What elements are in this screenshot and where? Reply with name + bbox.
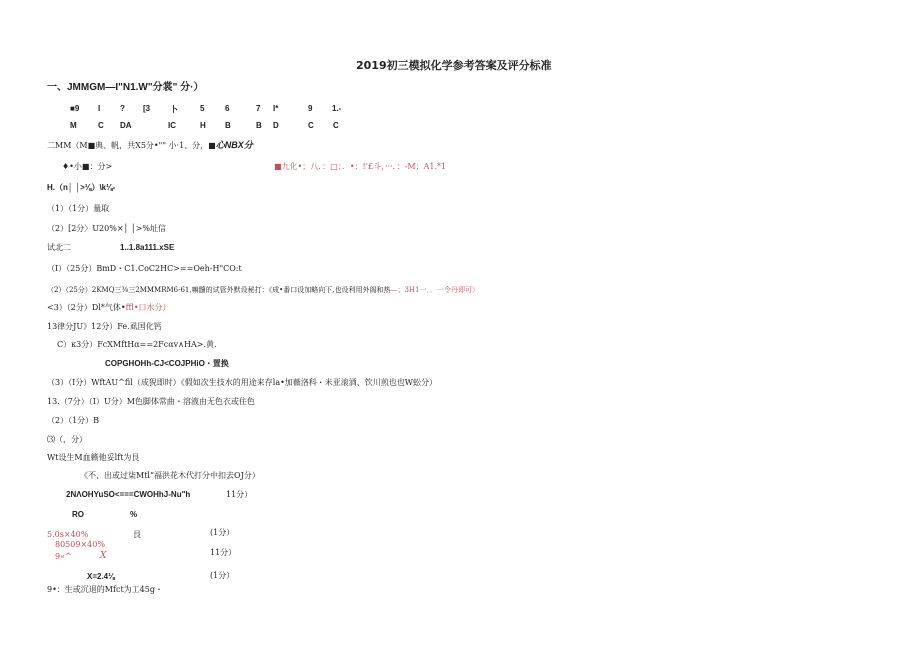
question-number: [3 bbox=[143, 104, 151, 113]
calc-line: 9«^ bbox=[55, 552, 72, 561]
answer-line-a: <3）（2分）Dl*气体• bbox=[47, 303, 126, 312]
answer-letter: DA bbox=[120, 121, 132, 130]
answer-line-b: ffl•口水分） bbox=[125, 303, 171, 312]
equation-line: 2NΛOHYuSO<===CWOHhJ-Nu"h bbox=[66, 490, 191, 499]
calc-result: X=2.4⅛ bbox=[87, 572, 115, 581]
page-title: 2019初三模拟化学参考答案及评分标准 bbox=[356, 59, 552, 72]
section-two-heading bbox=[47, 140, 253, 151]
answer-line bbox=[47, 285, 479, 295]
question-number: 6 bbox=[225, 104, 230, 113]
answer-line: 试北二 bbox=[47, 243, 71, 252]
score-note: (1分） bbox=[210, 571, 235, 580]
answer-letter: B bbox=[256, 121, 262, 130]
calc-line: 艮 bbox=[133, 530, 141, 539]
question-number: 9 bbox=[308, 104, 313, 113]
answer-line-a: （2）（25分）2KMQ三⅜三2MMMRM6-61, bbox=[47, 286, 192, 294]
question-number: I bbox=[98, 104, 101, 113]
answer-letter: C bbox=[308, 121, 314, 130]
small-note-right: ■九化•；八．：□；．•：!'£斗，···．：-M；A1.*1 bbox=[274, 162, 447, 171]
answer-letter: D bbox=[273, 121, 279, 130]
answer-line: （I）（25分）BmD・C1.CoC2HC>==Oeh-H"CO:t bbox=[47, 264, 242, 273]
section-two-tail: 心NBX分 bbox=[215, 140, 253, 150]
answer-line: Wt设生M血籁他妥lft为艮 bbox=[47, 453, 140, 462]
answer-letter: C bbox=[333, 121, 339, 130]
question-number: ? bbox=[120, 104, 125, 113]
question-number: 1.- bbox=[332, 104, 342, 113]
answer-line: ⑶（，分） bbox=[47, 435, 87, 444]
answer-line bbox=[47, 303, 171, 313]
answer-line: 9•：生或沉退的Mfct为工45g・ bbox=[47, 585, 163, 594]
answer-line: 13律分JU》12分）Fe.虱国化钙 bbox=[47, 322, 162, 331]
answer-letter: B bbox=[225, 121, 231, 130]
answer-line: 13.（7分）（I）U分）M色脚体常曲・溶液由无色衣或住色 bbox=[47, 397, 255, 406]
answer-line: （2）（1分）B bbox=[47, 416, 100, 425]
question-number: 7 bbox=[256, 104, 261, 113]
answer-line: 1..1.8a111.xSE bbox=[120, 243, 175, 252]
score-note: 11分） bbox=[226, 490, 253, 499]
answer-line: C）κ3分）FcXMftHα==2Fcαv∧HA>.黄. bbox=[57, 340, 217, 349]
calc-label: % bbox=[130, 510, 138, 519]
small-note-left: ♦•小■：分> bbox=[62, 162, 113, 171]
calc-line: 80509×40% bbox=[55, 540, 105, 549]
answer-letter: C bbox=[98, 121, 104, 130]
answer-line: 《不、出或过柒Mtl“福洪花木代打分中扣去OJ分） bbox=[80, 471, 260, 480]
question-number: I* bbox=[273, 104, 279, 113]
question-number: ■9 bbox=[70, 104, 80, 113]
line-h: H.（n│ │>⅛）\k⅛- bbox=[47, 183, 116, 192]
answer-line: （3）（I分）WftAU^fil（成猊即时）《假如次生技水的用途来存la•加薇洛科・米亚滚酒、饮川煎也也W蚣分） bbox=[47, 378, 438, 387]
answer-line: （1）（1分）量取 bbox=[47, 204, 110, 213]
answer-line: （2）[2分〉U20%×│ │>%址信 bbox=[47, 224, 167, 233]
answer-line-b: 嘛髓的试管外默设秘打：《成•番口设加略向下,也设利用外阁和热 bbox=[191, 286, 391, 294]
calc-line: X bbox=[100, 551, 107, 561]
answer-line-c: —；3H1一．．一令丹即可） bbox=[390, 286, 479, 294]
section-two-text: 二MM（M■典、帆，共X5分•"" 小·1、分，■ bbox=[47, 141, 216, 150]
answer-letter: H bbox=[200, 121, 206, 130]
answer-line: COPGHOHh-CJ<COJPHiO・置换 bbox=[105, 359, 229, 368]
question-number: 卜 bbox=[170, 105, 178, 114]
calc-label: RO bbox=[72, 510, 84, 519]
answer-letter: IC bbox=[168, 121, 176, 130]
score-note: (1分） bbox=[210, 528, 235, 537]
question-number: 5 bbox=[200, 104, 205, 113]
score-note: 11分） bbox=[210, 548, 237, 557]
answer-letter: M bbox=[70, 121, 77, 130]
calc-line: 5.0s×40% bbox=[47, 530, 89, 539]
section-heading: 一、JMMGM—I"N1.W"分裳" 分·） bbox=[47, 82, 204, 93]
